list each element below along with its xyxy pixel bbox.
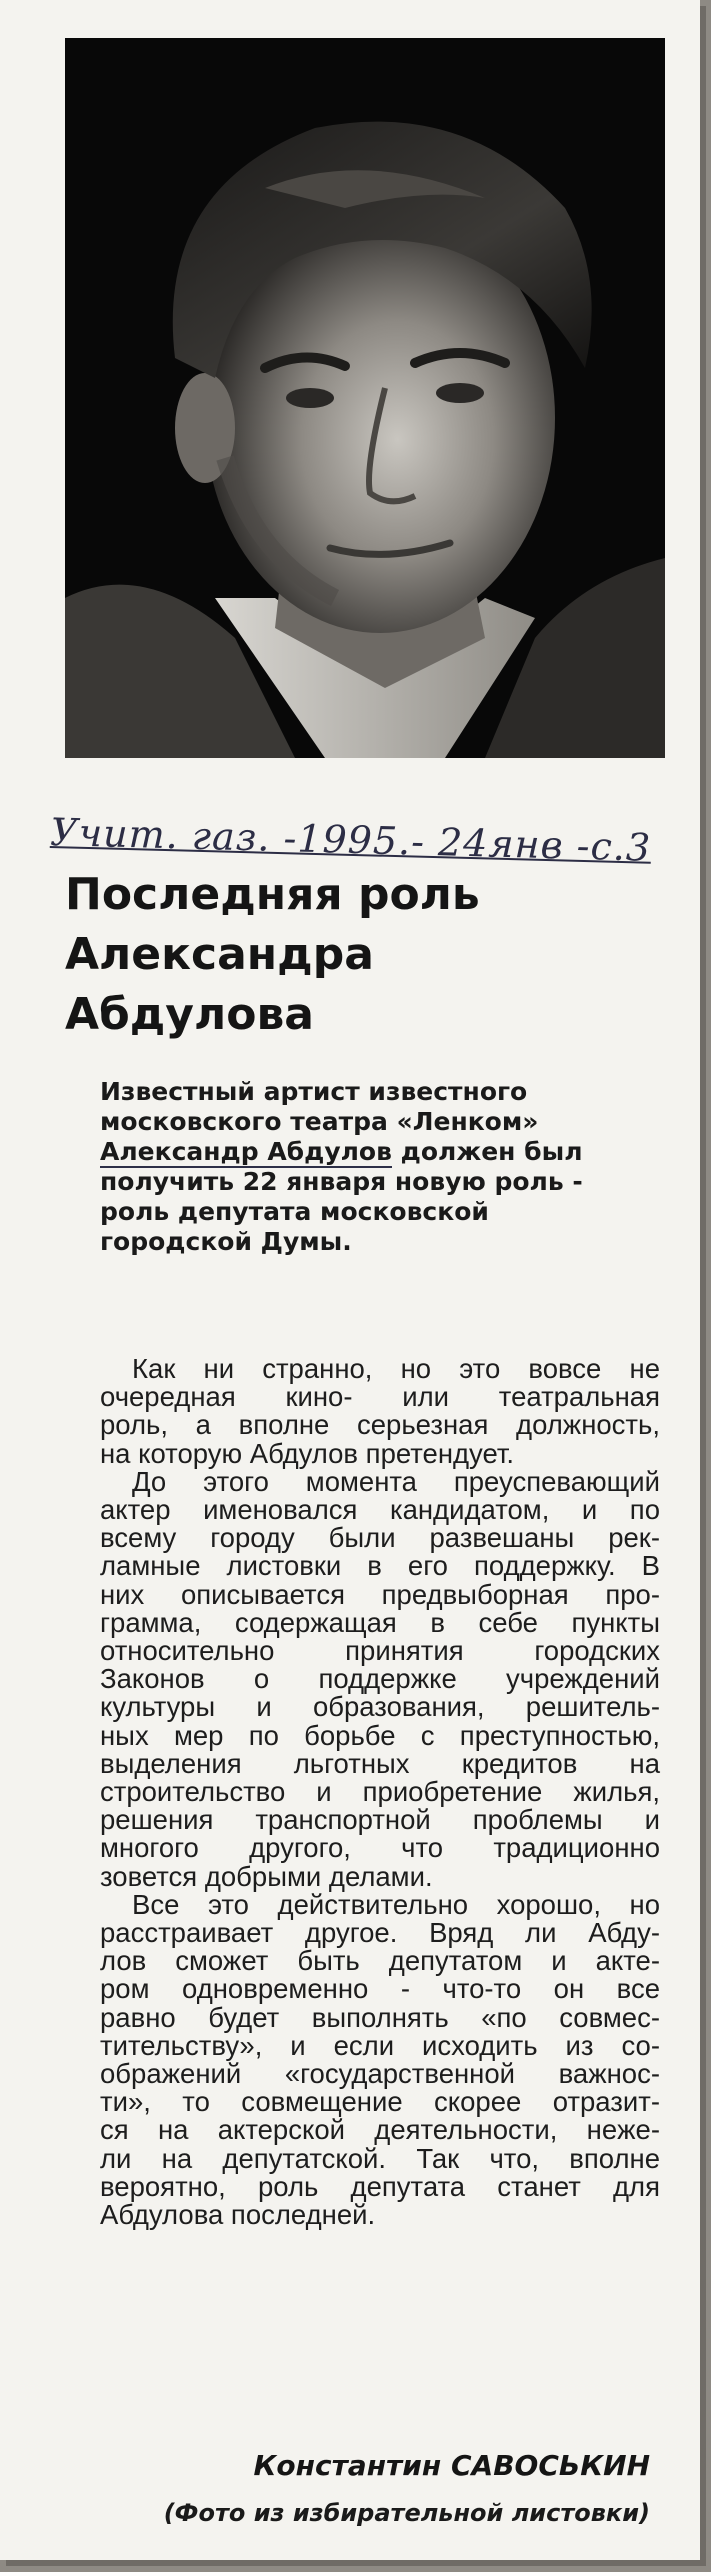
portrait-photo xyxy=(65,38,665,758)
body-line: выделения льготных кредитов на xyxy=(100,1747,660,1779)
body-line: строительство и приобретение жилья, xyxy=(100,1776,660,1808)
body-line: очередная кино- или театральная xyxy=(100,1381,660,1413)
body-line: тительству», и если исходить из со- xyxy=(100,2029,660,2061)
body-line: ображений «государственной важнос- xyxy=(100,2058,660,2090)
handwritten-archive-note: Учит. газ. -1995.- 24янв -с.3 xyxy=(49,810,652,870)
headline-line: Абдулова xyxy=(65,989,314,1040)
body-line: решения транспортной проблемы и xyxy=(100,1804,660,1836)
photo-caption: (Фото из избирательной листовки) xyxy=(163,2499,650,2527)
lead-line: московского театра «Ленком» xyxy=(100,1107,539,1136)
lead-line: получить 22 января новую роль - xyxy=(100,1167,583,1196)
body-line: роль, а вполне серьезная должность, xyxy=(100,1409,660,1441)
portrait-icon xyxy=(65,38,665,758)
lead-line-rest: должен был xyxy=(391,1137,583,1166)
body-line: Как ни странно, но это вовсе не xyxy=(132,1353,660,1384)
body-line: ли на депутатской. Так что, вполне xyxy=(100,2142,660,2174)
lead-line: Известный артист известного xyxy=(100,1077,528,1106)
body-line: ти», то совмещение скорее отразит- xyxy=(100,2086,660,2118)
lead-line: городской Думы. xyxy=(100,1227,352,1256)
body-line: Все это действительно хорошо, но xyxy=(132,1888,660,1920)
body-line: вероятно, роль депутата станет для xyxy=(100,2170,660,2202)
body-line: Законов о поддержке учреждений xyxy=(100,1663,660,1695)
body-line: ламные листовки в его поддержку. В xyxy=(100,1550,660,1582)
body-line: всему городу были развешаны рек- xyxy=(100,1522,660,1554)
body-line: относительно принятия городских xyxy=(100,1635,660,1667)
article-headline xyxy=(65,865,665,1045)
body-line: актер именовался кандидатом, и по xyxy=(100,1494,660,1526)
headline-line: Последняя роль xyxy=(65,869,480,920)
article-lead xyxy=(100,1077,670,1257)
article-body xyxy=(100,1355,660,2229)
body-line: равно будет выполнять «по совмес- xyxy=(100,2001,660,2033)
lead-line xyxy=(100,1137,670,1167)
lead-line: роль депутата московской xyxy=(100,1197,489,1226)
headline-line: Александра xyxy=(65,929,374,980)
body-line: До этого момента преуспевающий xyxy=(132,1465,660,1497)
body-line: лов сможет быть депутатом и акте- xyxy=(100,1945,660,1977)
body-line: грамма, содержащая в себе пункты xyxy=(100,1606,660,1638)
body-line: на которую Абдулов претендует. xyxy=(100,1437,515,1469)
body-line: многого другого, что традиционно xyxy=(100,1832,660,1864)
body-line: ных мер по борьбе с преступностью, xyxy=(100,1719,660,1751)
body-line: ся на актерской деятельности, нeже- xyxy=(100,2114,660,2146)
body-line: культуры и образования, решитель- xyxy=(100,1691,660,1723)
body-line: зовется добрыми делами. xyxy=(100,1860,433,1892)
underlined-name: Александр Абдулов xyxy=(100,1137,392,1166)
body-line: расстраивает другое. Вряд ли Абду- xyxy=(100,1917,660,1949)
body-line: ром одновременно - что-то он все xyxy=(100,1973,660,2005)
body-line: них описывается предвыборная про- xyxy=(100,1578,660,1610)
article-author: Константин САВОСЬКИН xyxy=(253,2449,650,2482)
body-line: Абдулова последней. xyxy=(100,2199,376,2231)
